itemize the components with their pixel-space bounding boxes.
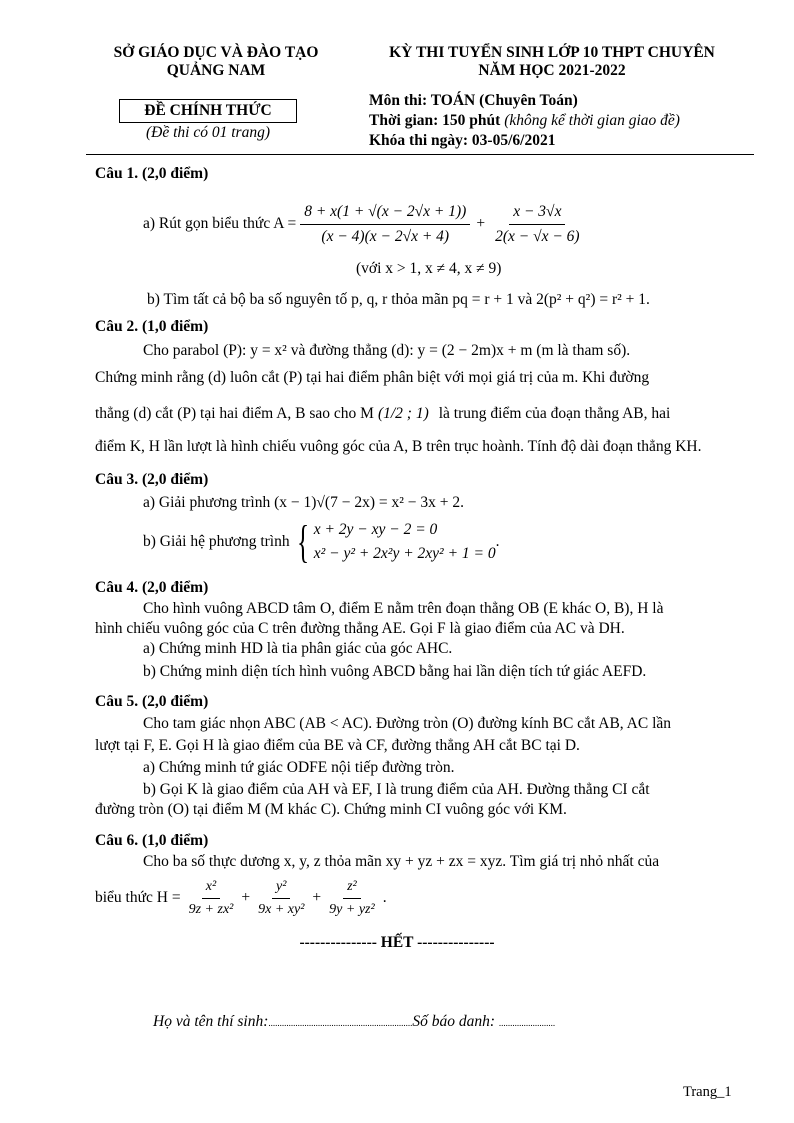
name-label: Họ và tên thí sinh:	[153, 1013, 269, 1030]
q5-title: Câu 5. (2,0 điểm)	[95, 693, 209, 710]
time-note: (không kể thời gian giao đề)	[504, 112, 680, 129]
q1-a-f2-den: 2(x − √x − 6)	[495, 227, 580, 245]
exam-date: Khóa thi ngày: 03-05/6/2021	[369, 132, 556, 149]
exam-info	[369, 91, 680, 151]
header-exam	[352, 44, 752, 80]
exam-name: KỲ THI TUYỂN SINH LỚP 10 THPT CHUYÊN	[389, 44, 715, 61]
q3-eq1: x + 2y − xy − 2 = 0	[313, 521, 438, 538]
time-label: Thời gian: 150 phút	[369, 112, 501, 129]
q2-title: Câu 2. (1,0 điểm)	[95, 318, 209, 335]
q6-f1-den: 9z + zx²	[188, 901, 234, 917]
name-dots: ................................................................	[268, 1018, 413, 1028]
q1-b: b) Tìm tất cả bộ ba số nguyên tố p, q, r thỏa mãn pq = r + 1 và 2(p² + q²) = r² + 1.	[147, 291, 650, 308]
q2-line4: điểm K, H lần lượt là hình chiếu vuông góc của A, B trên trục hoành. Tính độ dài đoạn thẳng KH.	[95, 438, 702, 455]
subject-line: Môn thi: TOÁN (Chuyên Toán)	[369, 92, 578, 109]
department-name: SỞ GIÁO DỤC VÀ ĐÀO TẠO	[113, 44, 319, 61]
q1-title: Câu 1. (2,0 điểm)	[95, 165, 209, 182]
header-department	[86, 44, 346, 80]
q1-a: a) Rút gọn biểu thức A = $\frac{8 + x(1 + √(x - 2√x + 1))}{(x - 4)(x - 2√x + 4)}$ + $\frac{x - 3√x}{2(x - √x - 6)}$	[143, 188, 584, 260]
q1-a-f2-num: x − 3√x	[509, 203, 565, 224]
q3-system	[314, 518, 496, 566]
q1-a-condition: (với x > 1, x ≠ 4, x ≠ 9)	[356, 260, 502, 277]
q6-f1-num: x²	[202, 879, 220, 898]
official-box	[119, 99, 297, 123]
q6-line2: biểu thức H = $\frac{\text{x²}}{\text{9z + zx²}}$ + $\frac{\text{y²}}{\text{9x + xy²}}$ + $\frac{\text{z²}}{\text{9y + yz²}}$ .	[95, 879, 387, 917]
q6-fraction-2	[254, 879, 308, 917]
q5-line1: Cho tam giác nhọn ABC (AB < AC). Đường tròn (O) đường kính BC cắt AB, AC lần	[143, 715, 672, 732]
q2-line2: Chứng minh rằng (d) luôn cắt (P) tại hai điểm phân biệt với mọi giá trị của m. Khi đường	[95, 369, 650, 386]
q3-a: a) Giải phương trình (x − 1)√(7 − 2x) = x² − 3x + 2.	[143, 494, 464, 511]
q6-f3-num: z²	[343, 879, 361, 898]
q2-line3	[95, 396, 670, 432]
q6-line1: Cho ba số thực dương x, y, z thỏa mãn xy + yz + zx = xyz. Tìm giá trị nhỏ nhất của	[143, 853, 660, 870]
time-line	[369, 111, 680, 131]
candidate-line	[153, 1013, 555, 1031]
q6-fraction-3	[325, 879, 379, 917]
school-year: NĂM HỌC 2021-2022	[478, 62, 626, 79]
q1-a-text: a) Rút gọn biểu thức A =	[143, 215, 297, 232]
q2-point-m: (1/2 ; 1)	[377, 405, 429, 422]
q6-f2-den: 9x + xy²	[258, 901, 305, 917]
q6-f2-num: y²	[272, 879, 290, 898]
page-number: Trang_1	[683, 1084, 732, 1100]
q2-line1: Cho parabol (P): y = x² và đường thẳng (d): y = (2 − 2m)x + m (m là tham số).	[143, 342, 631, 359]
q5-line2: lượt tại F, E. Gọi H là giao điểm của BE và CF, đường thẳng AH cắt BC tại D.	[95, 737, 580, 754]
q3-b-text: b) Giải hệ phương trình	[143, 533, 290, 550]
q4-b: b) Chứng minh diện tích hình vuông ABCD bằng hai lần diện tích tứ giác AEFD.	[143, 663, 647, 680]
q4-title: Câu 4. (2,0 điểm)	[95, 579, 209, 596]
id-label: Số báo danh:	[412, 1013, 496, 1030]
q5-a: a) Chứng minh tứ giác ODFE nội tiếp đường tròn.	[143, 759, 455, 776]
q3-b: b) Giải hệ phương trình { x + 2y − xy − 2 = 0 x² − y² + 2x²y + 2xy² + 1 = 0 .	[143, 516, 500, 567]
q5-b-line2: đường tròn (O) tại điểm M (M khác C). Chứng minh CI vuông góc với KM.	[95, 801, 567, 818]
header-divider	[86, 154, 754, 155]
pages-note: (Đề thi có 01 trang)	[146, 124, 270, 141]
q4-line1: Cho hình vuông ABCD tâm O, điểm E nằm trên đoạn thẳng OB (E khác O, B), H là	[143, 600, 664, 617]
q6-fraction-1	[185, 879, 238, 917]
q6-line2-pre: biểu thức H =	[95, 889, 181, 906]
q3-title: Câu 3. (2,0 điểm)	[95, 471, 209, 488]
q1-a-f1-den: (x − 4)(x − 2√x + 4)	[321, 227, 450, 245]
end-marker: --------------- HẾT ---------------	[299, 934, 495, 951]
q6-f3-den: 9y + yz²	[329, 901, 375, 917]
q2-line3-post: là trung điểm của đoạn thẳng AB, hai	[438, 405, 671, 422]
official-label: ĐỀ CHÍNH THỨC	[144, 102, 272, 119]
q1-a-fraction-1	[300, 203, 470, 244]
province-name: QUẢNG NAM	[166, 62, 266, 79]
q4-a: a) Chứng minh HD là tia phân giác của góc AHC.	[143, 640, 453, 657]
q1-a-f1-num: 8 + x(1 + √(x − 2√x + 1))	[300, 203, 470, 224]
q2-line3-pre: thẳng (d) cắt (P) tại hai điểm A, B sao cho M	[95, 405, 374, 422]
q6-title: Câu 6. (1,0 điểm)	[95, 832, 209, 849]
id-dots: .........................	[498, 1018, 556, 1028]
q1-a-fraction-2	[491, 203, 584, 244]
q3-eq2: x² − y² + 2x²y + 2xy² + 1 = 0	[313, 545, 496, 562]
q5-b-line1: b) Gọi K là giao điểm của AH và EF, I là trung điểm của AH. Đường thẳng CI cắt	[143, 781, 650, 798]
system-brace: {	[296, 516, 309, 567]
q4-line2: hình chiếu vuông góc của C trên đường thẳng AE. Gọi F là giao điểm của AC và DH.	[95, 620, 625, 637]
